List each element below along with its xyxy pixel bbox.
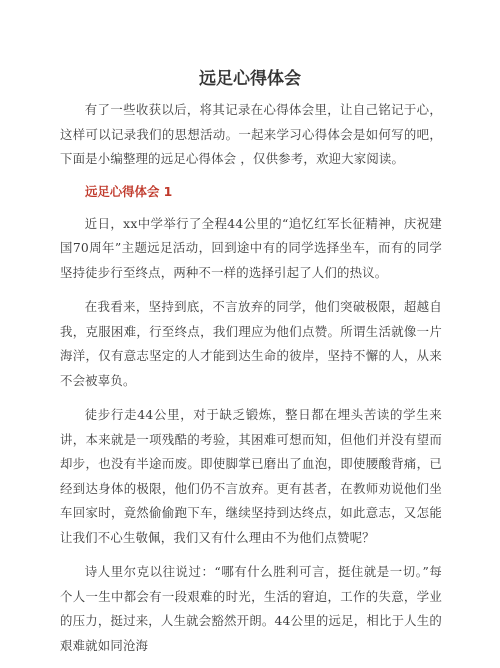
body-paragraph-1: 近日，xx中学举行了全程44公里的“追忆红军长征精神，庆祝建国70周年”主题远足活动，回到途中有的同学选择坐车，而有的同学坚持徒步行至终点，两种不一样的选择引起了人们的热议。: [60, 215, 442, 280]
document-body: [60, 98, 442, 668]
document-title: 远足心得体会: [199, 69, 301, 89]
body-paragraph-4: 诗人里尔克以往说过：“哪有什么胜利可言，挺住就是一切。”每个人一生中都会有一段艰难的时光，生活的窘迫，工作的失意，学业的压力，挺过来，人生就会豁然开朗。44公里的远足，相比于人生的艰难就如同沧海: [60, 564, 442, 653]
intro-paragraph: 有了一些收获以后，将其记录在心得体会里，让自己铭记于心，这样可以记录我们的思想活动。一起来学习心得体会是如何写的吧，下面是小编整理的远足心得体会 ，仅供参考，欢迎大家阅读。: [60, 102, 442, 166]
body-paragraph-2: 在我看来，坚持到底，不言放弃的同学，他们突破极限，超越自我，克服困难，行至终点，我们理应为他们点赞。所谓生活就像一片海洋，仅有意志坚定的人才能到达生命的彼岸，坚持不懈的人，从来不会被辜负。: [60, 299, 442, 388]
body-paragraph-3: 徒步行走44公里，对于缺乏锻炼，整日都在埋头苦读的学生来讲，本来就是一项残酷的考验，其困难可想而知，但他们并没有望而却步，也没有半途而废。即使脚掌已磨出了血泡，即使腰酸背痛，已经到达身体的极限，他们仍不言放弃。更有甚者，在教师劝说他们坐车回家时，竟然偷偷跑下车，继续坚持到达终点，如此意志，又怎能让我们不心生敬佩，我们又有什么理由不为他们点赞呢？: [60, 407, 442, 545]
section-heading: 远足心得体会 1: [85, 183, 173, 199]
